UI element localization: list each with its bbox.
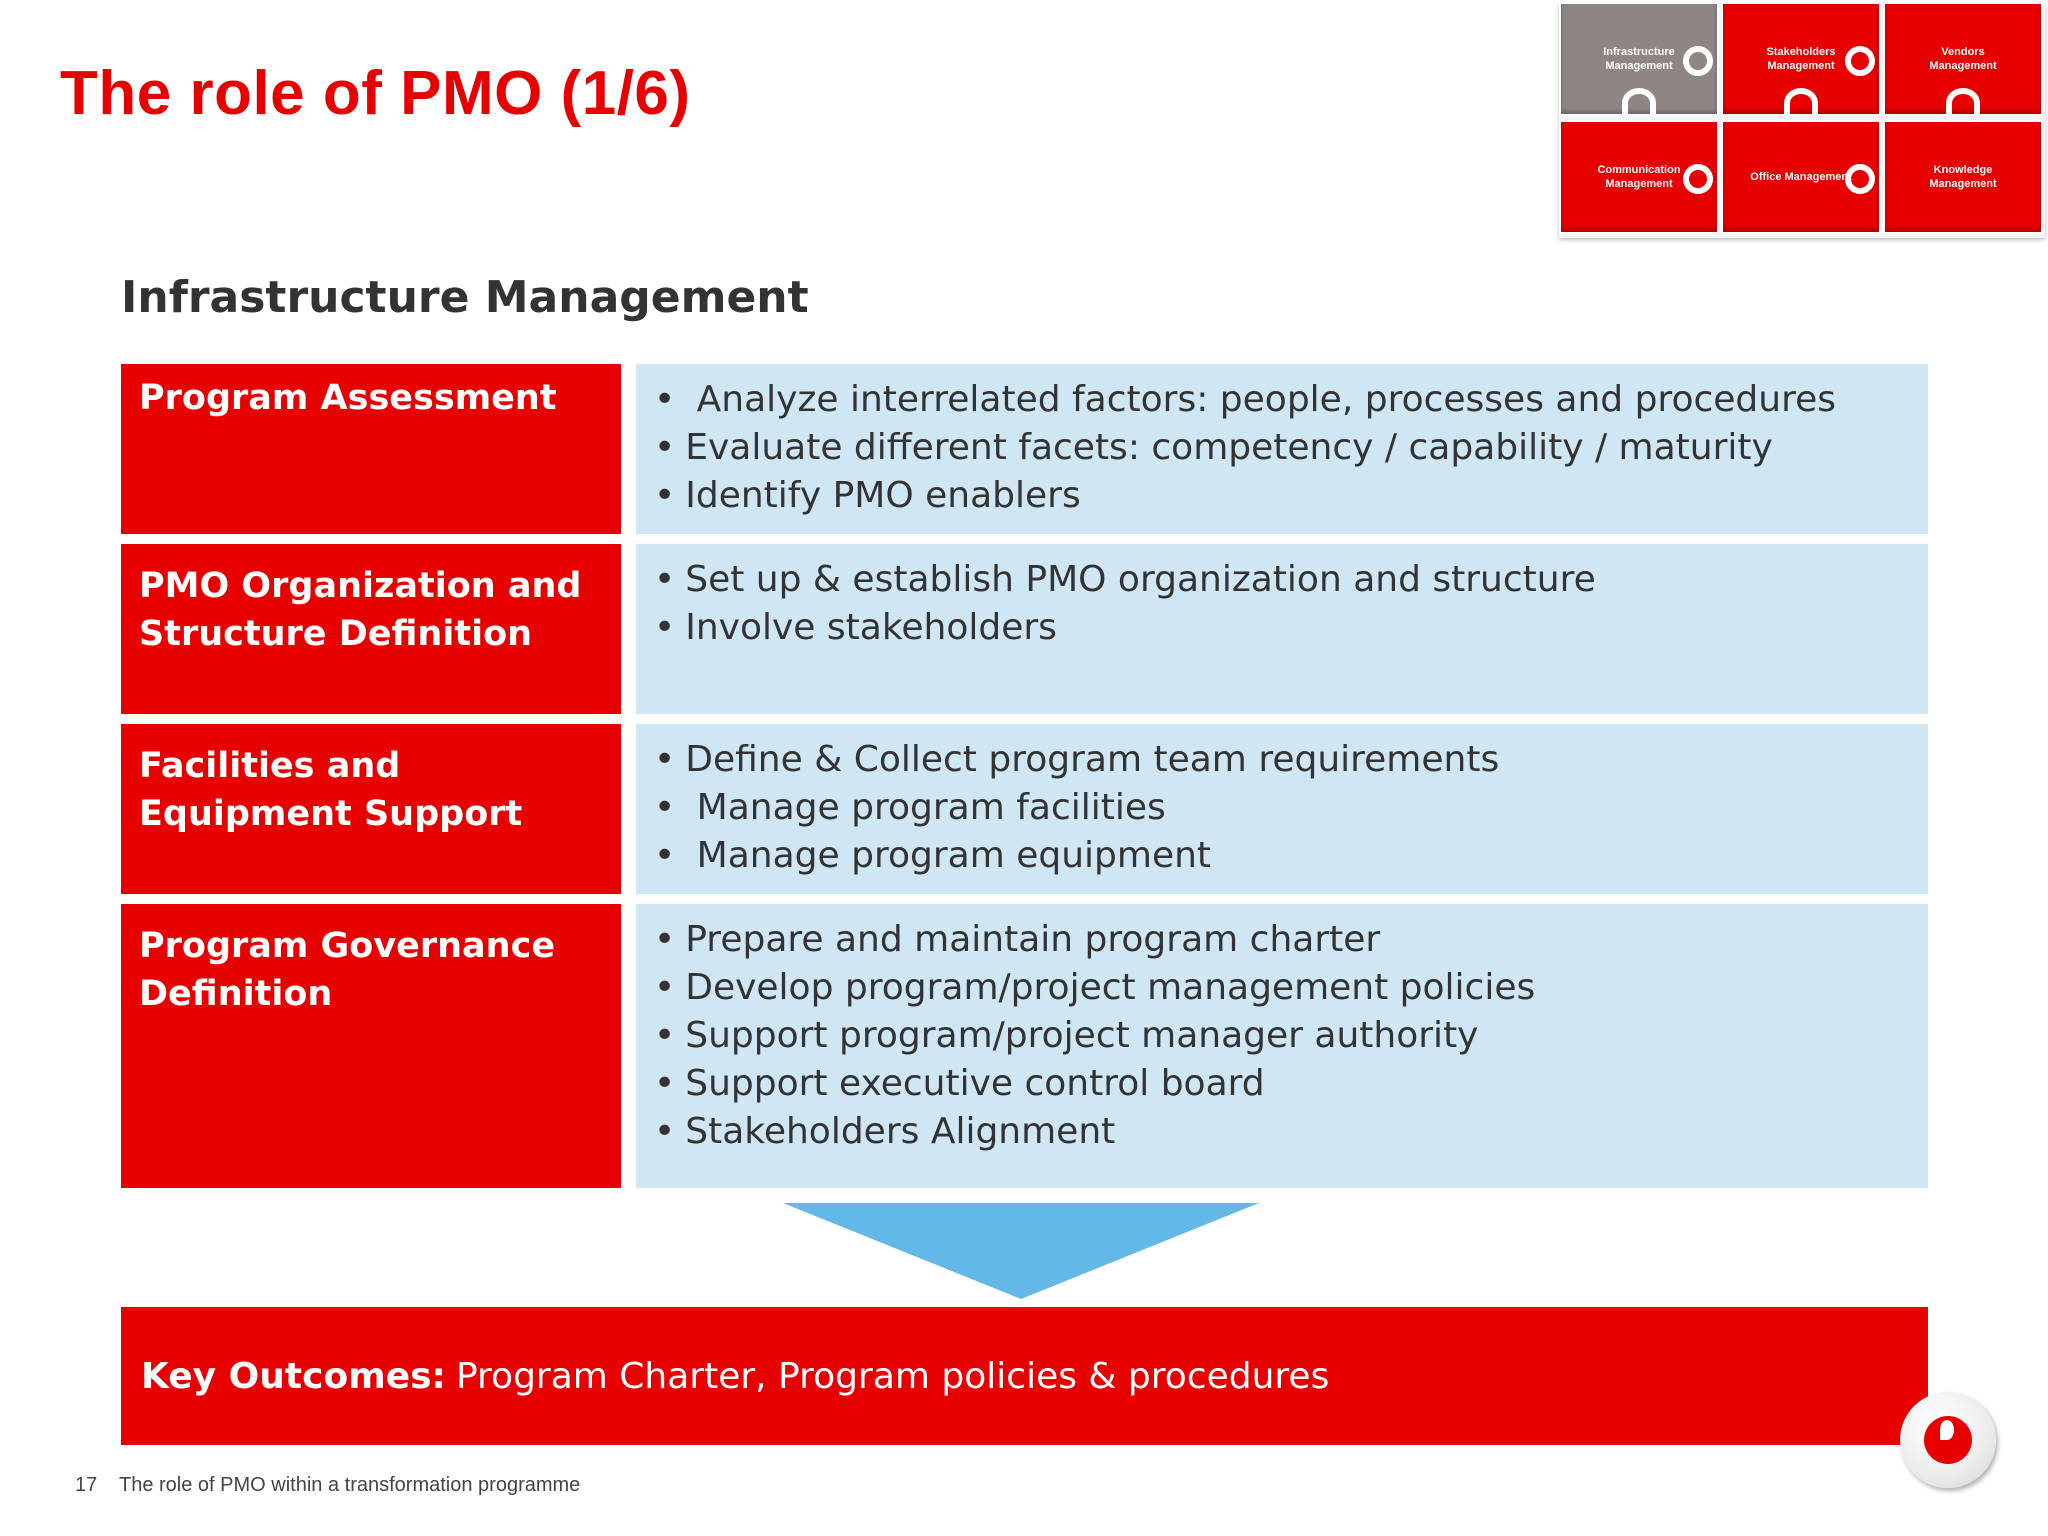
section-heading: Infrastructure Management <box>121 272 809 323</box>
bullet-item: • Manage program equipment <box>654 832 1910 880</box>
bullet-item: • Support program/project manager authority <box>654 1012 1910 1060</box>
puzzle-piece-label: Vendors Management <box>1929 46 1997 72</box>
puzzle-knob-icon <box>1622 88 1656 118</box>
puzzle-knob-icon <box>1683 46 1713 76</box>
bullet-item: • Define & Collect program team requirements <box>654 736 1910 784</box>
bullet-item: • Involve stakeholders <box>654 604 1910 652</box>
row-details-facilities-equipment <box>636 724 1928 894</box>
bullet-item: • Prepare and maintain program charter <box>654 916 1910 964</box>
slide-title: The role of PMO (1/6) <box>60 59 691 128</box>
bullet-item: • Identify PMO enablers <box>654 472 1910 520</box>
row-details-pmo-organization <box>636 544 1928 714</box>
puzzle-graphic <box>1559 2 2045 238</box>
bullet-item: • Manage program facilities <box>654 784 1910 832</box>
puzzle-piece-label: Office Management <box>1750 171 1852 183</box>
bullet-item: • Develop program/project management policies <box>654 964 1910 1012</box>
puzzle-piece-label: Stakeholders Management <box>1766 46 1836 72</box>
row-label-facilities-equipment: Facilities and Equipment Support <box>121 724 621 894</box>
vodafone-logo-icon <box>1900 1392 1996 1488</box>
bullet-item: • Set up & establish PMO organization and structure <box>654 556 1910 604</box>
puzzle-piece-label: Knowledge Management <box>1929 164 1997 190</box>
key-outcomes-label: Key Outcomes: <box>141 1355 446 1397</box>
row-details-program-governance <box>636 904 1928 1188</box>
puzzle-knob-icon <box>1784 88 1818 118</box>
puzzle-piece-knowledge <box>1883 120 2043 234</box>
row-label-pmo-organization: PMO Organization and Structure Definition <box>121 544 621 714</box>
puzzle-knob-icon <box>1683 164 1713 194</box>
puzzle-piece-label: Communication Management <box>1597 164 1681 190</box>
puzzle-knob-icon <box>1946 88 1980 118</box>
footer-title: The role of PMO within a transformation programme <box>119 1474 581 1496</box>
bullet-item: • Support executive control board <box>654 1060 1910 1108</box>
row-label-program-governance: Program Governance Definition <box>121 904 621 1188</box>
key-outcomes-banner <box>121 1307 1928 1445</box>
row-label-program-assessment: Program Assessment <box>121 364 621 534</box>
puzzle-knob-icon <box>1845 46 1875 76</box>
bullet-item: • Stakeholders Alignment <box>654 1108 1910 1156</box>
down-arrow-icon <box>783 1203 1259 1299</box>
row-details-program-assessment <box>636 364 1928 534</box>
bullet-item: • Evaluate different facets: competency / capability / maturity <box>654 424 1910 472</box>
key-outcomes-text: Program Charter, Program policies & procedures <box>455 1355 1330 1397</box>
bullet-item: • Analyze interrelated factors: people, processes and procedures <box>654 376 1910 424</box>
footer-page-number: 17 <box>75 1474 98 1496</box>
puzzle-knob-icon <box>1845 164 1875 194</box>
puzzle-piece-label: Infrastructure Management <box>1603 46 1675 72</box>
